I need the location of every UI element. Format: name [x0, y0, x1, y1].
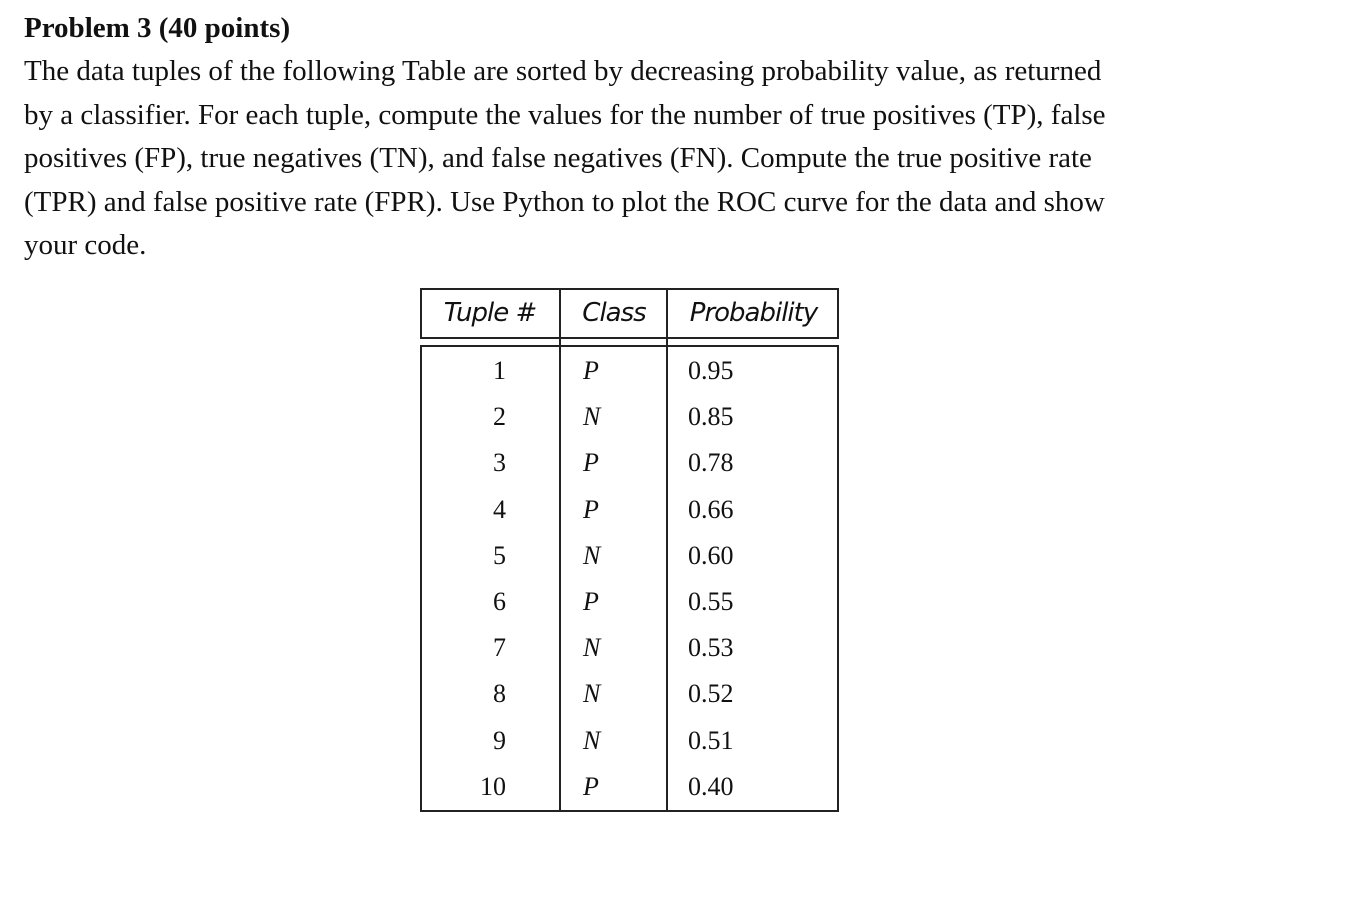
table-row	[420, 718, 839, 764]
statement-line: (TPR) and false positive rate (FPR). Use Python to plot the ROC curve for the data and show	[24, 185, 1105, 218]
cell-tuple: 1	[493, 356, 506, 385]
problem-heading: Problem 3 (40 points)	[24, 12, 291, 44]
cell-probability: 0.60	[688, 540, 734, 570]
cell-tuple: 6	[493, 587, 506, 616]
cell-probability: 0.55	[688, 587, 734, 616]
cell-probability: 0.95	[688, 356, 734, 385]
statement-line: The data tuples of the following Table are sorted by decreasing probability value, as returned	[24, 55, 1102, 87]
cell-class: N	[583, 725, 601, 755]
cell-class: P	[583, 494, 599, 524]
cell-class: N	[583, 679, 601, 709]
cell-tuple: 8	[493, 679, 506, 709]
table-row	[420, 671, 839, 717]
table-row	[420, 764, 839, 810]
header-probability: Probability	[689, 298, 818, 328]
cell-class: P	[583, 448, 599, 478]
cell-probability: 0.53	[688, 633, 734, 663]
cell-class: P	[583, 356, 599, 385]
cell-probability: 0.85	[688, 402, 734, 432]
header-tuple: Tuple #	[443, 298, 537, 328]
cell-probability: 0.78	[688, 448, 734, 478]
table-row	[420, 394, 839, 440]
cell-tuple: 10	[480, 771, 506, 801]
cell-class: P	[583, 771, 599, 801]
statement-line: by a classifier. For each tuple, compute the values for the number of true positives (TP), false	[24, 98, 1106, 131]
cell-class: N	[583, 402, 601, 432]
data-table	[420, 288, 839, 812]
table-row	[420, 348, 839, 394]
table-row	[420, 579, 839, 625]
header-class: Class	[582, 298, 646, 328]
table-row	[420, 487, 839, 533]
statement-line: your code.	[24, 229, 147, 261]
cell-probability: 0.51	[688, 725, 734, 755]
cell-class: N	[583, 540, 601, 570]
problem-statement	[24, 50, 1264, 268]
cell-tuple: 7	[493, 633, 506, 663]
cell-tuple: 5	[493, 540, 506, 570]
cell-probability: 0.52	[688, 679, 734, 709]
table-row	[420, 440, 839, 486]
cell-tuple: 3	[493, 448, 506, 478]
cell-tuple: 9	[493, 725, 506, 755]
cell-probability: 0.66	[688, 494, 734, 524]
cell-tuple: 2	[493, 402, 506, 432]
cell-class: P	[583, 587, 599, 616]
table-row	[420, 533, 839, 579]
cell-probability: 0.40	[688, 771, 734, 801]
table-row	[420, 625, 839, 671]
cell-class: N	[583, 633, 601, 663]
cell-tuple: 4	[493, 494, 506, 524]
statement-line: positives (FP), true negatives (TN), and false negatives (FN). Compute the true positive rate	[24, 142, 1092, 174]
